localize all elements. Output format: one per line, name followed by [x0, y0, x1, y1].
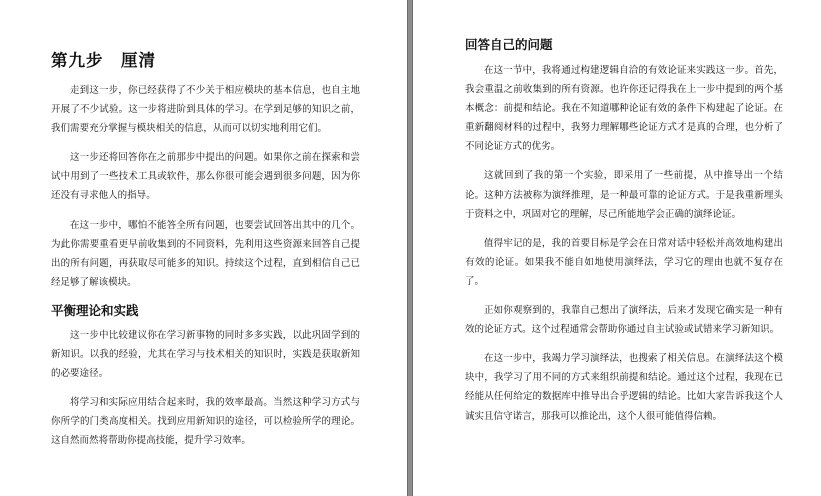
paragraph: 在这一步中，我竭力学习演绎法，也搜索了相关信息。在演绎法这个模块中，我学习了用不同的方式来组织前提和结论。通过这个过程，我现在已经能从任何给定的数据库中推导出合乎逻辑的结论。比如大家告诉我这个人诚实且信守诺言，那我可以推论出，这个人很可能值得信赖。 [465, 353, 783, 422]
paragraph: 将学习和实际应用结合起来时，我的效率最高。当然这种学习方式与你所学的门类高度相关。找到应用新知识的途径，可以检验所学的理论。这自然而然将帮助你提高技能，提升学习效率。 [51, 397, 360, 447]
paragraph: 走到这一步，你已经获得了不少关于相应模块的基本信息，也自主地开展了不少试验。这一步将进阶到具体的学习。在学到足够的知识之前，我们需要充分掌握与模块相关的信息，从而可以切实地利用它们。 [51, 85, 360, 135]
paragraph: 在这一步中，哪怕不能答全所有问题，也要尝试回答出其中的几个。为此你需要重看更早前收集到的不同资料，先利用这些资源来回答自己提出的所有问题，再获取尽可能多的知识。持续这个过程，直到相信自己已经足够了解该模块。 [51, 219, 360, 288]
paragraph: 正如你观察到的，我靠自己想出了演绎法，后来才发现它确实是一种有效的论证方式。这个过程通常会帮助你通过自主试验或试错来学习新知识。 [465, 305, 783, 336]
paragraph: 这一步中比较建议你在学习新事物的同时多多实践，以此巩固学到的新知识。以我的经验，尤其在学习与技术相关的知识时，实践是获取新知的必要途径。 [51, 329, 360, 380]
left-page-content [51, 50, 360, 461]
paragraph: 值得牢记的是，我的首要目标是学会在日常对话中轻松并高效地构建出有效的论证。如果我不能自如地使用演绎法，学习它的理由也就不复存在了。 [465, 237, 783, 287]
paragraph: 在这一节中，我将通过构建逻辑自洽的有效论证来实践这一步。首先，我会重温之前收集到的所有资源。也许你还记得我在上一步中提到的两个基本概念：前提和结论。我在不知道哪种论证有效的条件下构建起了论证。在重新翻阅材料的过程中，我努力理解哪些论证方式才是真的合理，也分析了不同论证方式的优劣。 [465, 65, 783, 153]
divider-edge-left [407, 0, 408, 496]
right-page-content [465, 36, 783, 436]
section-title-answer: 回答自己的问题 [465, 37, 553, 52]
chapter-title: 第九步 厘清 [51, 51, 156, 70]
left-page [0, 0, 407, 496]
section-title-balance: 平衡理论和实践 [51, 302, 139, 318]
right-page [413, 0, 821, 496]
paragraph: 这就回到了我的第一个实验，即采用了一些前提，从中推导出一个结论。这种方法被称为演绎推理，是一种最可靠的论证方式。于是我重新埋头于资料之中，巩固对它的理解，尽己所能地学会正确的演绎论证。 [465, 170, 783, 220]
paragraph: 这一步还将回答你在之前那步中提出的问题。如果你之前在探索和尝试中用到了一些技术工具或软件，那么你很可能会遇到很多问题，因为你还没有寻求他人的指导。 [51, 152, 360, 202]
